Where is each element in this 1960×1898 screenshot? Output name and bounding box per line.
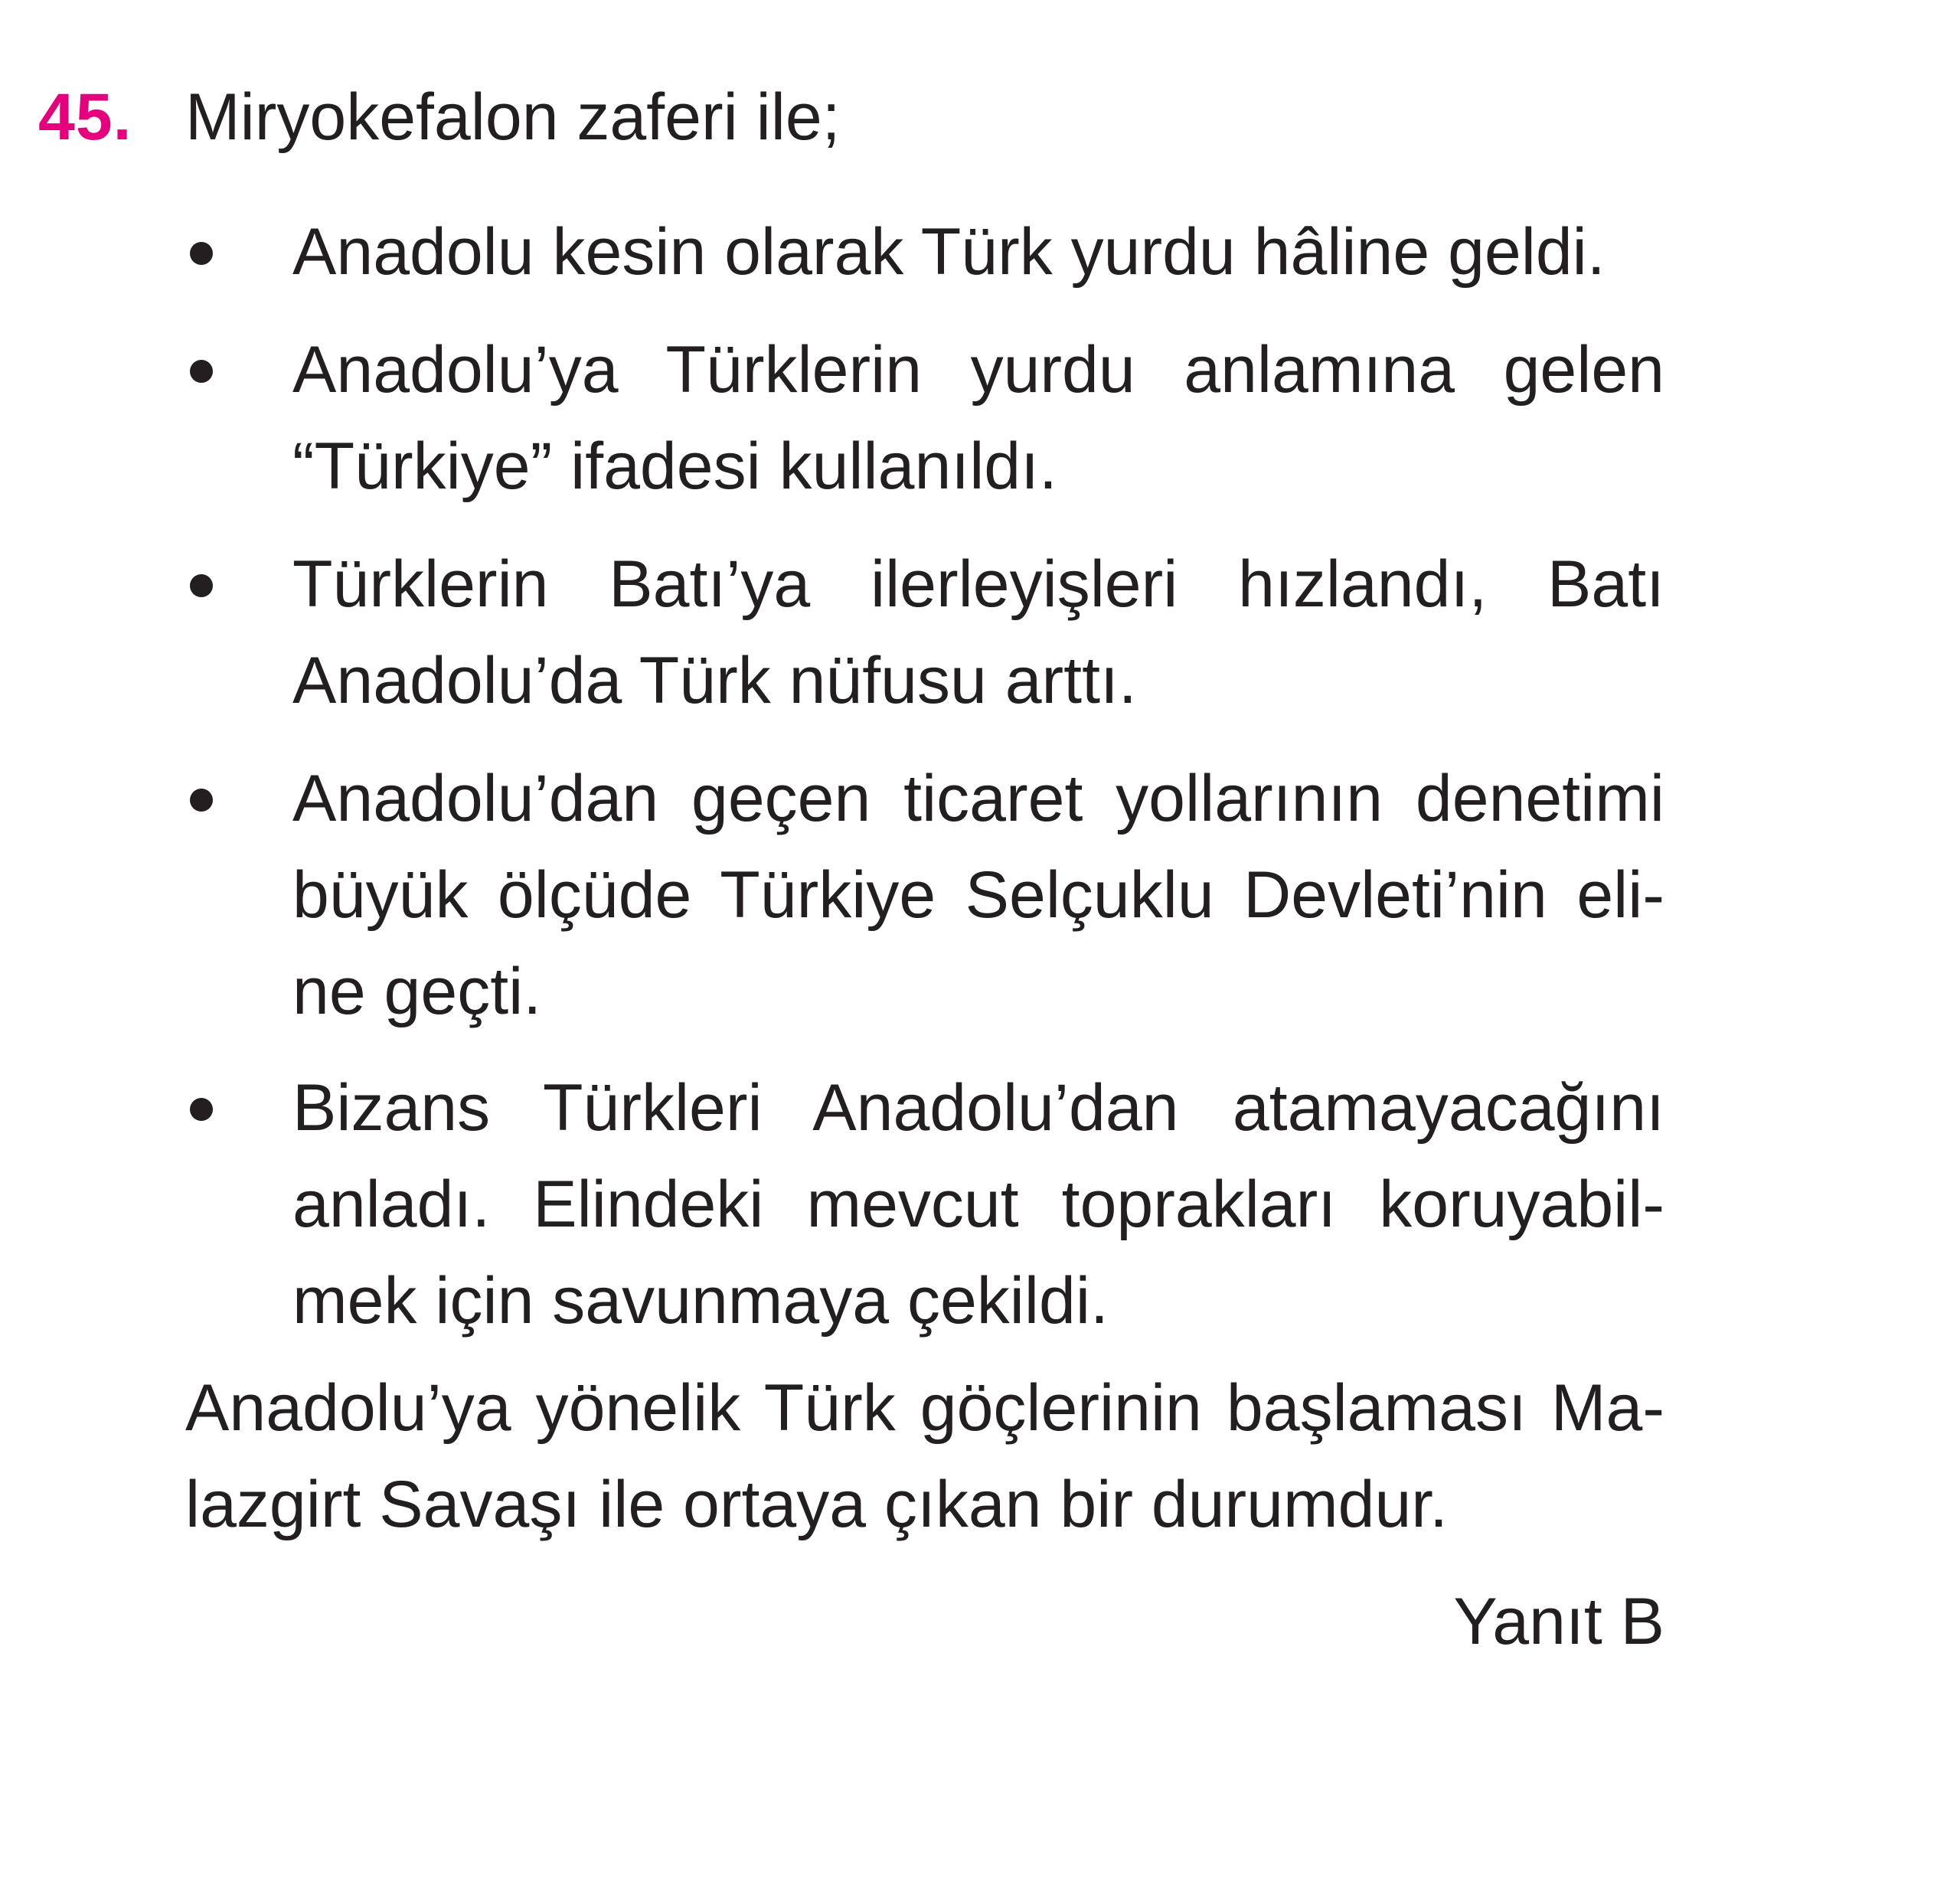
bullet-icon [190,574,213,597]
answer-label: Yanıt B [1453,1585,1664,1658]
bullet-icon [190,1098,213,1121]
bullet-icon [190,789,213,812]
bullet-text: Anadolu kesin olarak Türk yurdu hâline geldi. [292,215,1606,289]
explanation-text: Anadolu’ya yönelik Türk göçlerinin başlaması Ma-lazgirt Savaşı ile ortaya çıkan bir durumdur. [185,1371,1664,1541]
bullet-text: Anadolu’ya Türklerin yurdu anlamına gelen “Türkiye” ifadesi kullanıldı. [292,333,1664,503]
bullet-icon [190,360,213,383]
question-stem: Miryokefalon zaferi ile; [185,80,841,154]
bullet-text: Türklerin Batı’ya ilerleyişleri hızlandı, Batı Anadolu’da Türk nüfusu arttı. [292,547,1664,717]
bullet-text: Anadolu’dan geçen ticaret yollarının denetimi büyük ölçüde Türkiye Selçuklu Devleti’nin eli-ne geçti. [292,762,1664,1028]
bullet-text: Bizans Türkleri Anadolu’dan atamayacağını anladı. Elindeki mevcut toprakları koruyabil-mek için savunmaya çekildi. [292,1071,1664,1338]
question-number: 45. [38,80,132,154]
bullet-icon [190,242,213,265]
